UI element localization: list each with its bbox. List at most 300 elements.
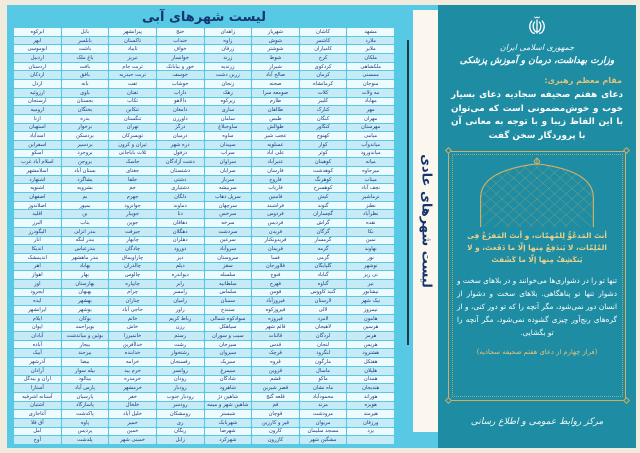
city-cell: ماسال: [300, 367, 347, 375]
city-cell: حاجی آباد: [109, 306, 156, 314]
city-cell: ثلاث باباجانی: [109, 150, 156, 158]
normal-cities-banner: [413, 10, 438, 432]
city-cell: پارسیان: [62, 393, 109, 401]
city-cell: قرچک: [252, 349, 299, 357]
city-cell: سیب و سوران: [205, 332, 252, 340]
prayer-frame: [448, 151, 626, 401]
city-cell: اشنویه: [14, 184, 61, 192]
city-cell: آرادان: [14, 367, 61, 375]
city-cell: الیگودرز: [14, 228, 61, 236]
city-cell: آستانه اشرفیه: [14, 393, 61, 401]
city-cell: ارومیه: [14, 106, 61, 114]
city-cell: نوشهر: [347, 263, 394, 271]
city-cell: کاشمر: [300, 37, 347, 45]
city-cell: فریمان: [252, 245, 299, 253]
city-cell: عسلویه: [252, 141, 299, 149]
city-cell: تکاب: [109, 98, 156, 106]
frame-corner-ornament: [622, 397, 629, 404]
city-cell: فاروج: [252, 176, 299, 184]
city-cell: اسدآباد: [14, 132, 61, 140]
city-cell: سقز: [205, 263, 252, 271]
city-cell: بردسکن: [62, 132, 109, 140]
city-cell: بندر انزلی: [62, 228, 109, 236]
city-cell: لردگان: [300, 332, 347, 340]
city-cell: اردکان: [14, 71, 61, 79]
city-cell: بردسیر: [62, 141, 109, 149]
city-cell: آبادان: [14, 332, 61, 340]
city-cell: رشت: [157, 341, 204, 349]
city-cell: بابلسر: [62, 37, 109, 45]
city-cell: کرج: [300, 54, 347, 62]
city-cell: زرقان: [205, 45, 252, 53]
city-cell: لاهیجان: [300, 323, 347, 331]
city-cell: آبیک: [14, 349, 61, 357]
city-cell: خرامه: [109, 358, 156, 366]
city-cell: خرمشهر: [109, 384, 156, 392]
city-column: [62, 28, 109, 444]
city-cell: اسفراین: [14, 141, 61, 149]
city-cell: اندیکا: [14, 245, 61, 253]
blue-cities-sheet: [7, 5, 438, 448]
city-cell: دیر: [157, 254, 204, 262]
city-cell: گچساران: [300, 210, 347, 218]
city-cell: بیرجند: [62, 349, 109, 357]
city-cell: خلخال: [109, 402, 156, 410]
city-cell: اهر: [14, 263, 61, 271]
city-cell: گنبد کاووس: [300, 289, 347, 297]
city-cell: اشتهارد: [14, 176, 61, 184]
city-cell: همدان: [347, 376, 394, 384]
city-cell: بهاباد: [62, 263, 109, 271]
city-cell: دهاقان: [157, 219, 204, 227]
city-cell: سرخس: [205, 210, 252, 218]
city-cell: مه ولات: [347, 89, 394, 97]
city-table: [14, 28, 394, 444]
city-cell: خلیل آباد: [109, 410, 156, 418]
city-cell: کنگاور: [300, 124, 347, 132]
city-cell: تاکستان: [109, 37, 156, 45]
city-cell: خمین: [109, 428, 156, 436]
city-cell: نهاوند: [347, 245, 394, 253]
city-cell: ابرکوه: [14, 28, 61, 36]
city-cell: خاتم: [109, 315, 156, 323]
city-cell: نیک شهر: [347, 297, 394, 305]
city-cell: خاش: [109, 323, 156, 331]
city-cell: شهرضا: [205, 428, 252, 436]
city-cell: کامیاران: [300, 45, 347, 53]
city-cell: چاراویماق: [109, 254, 156, 262]
city-cell: خمینی شهر: [109, 436, 156, 444]
city-cell: گرمی: [300, 254, 347, 262]
city-cell: دالاهو: [157, 98, 204, 106]
city-cell: نظرآباد: [347, 210, 394, 218]
frame-corner-ornament: [444, 147, 451, 154]
city-cell: مارگون: [300, 358, 347, 366]
city-cell: قروه: [252, 358, 299, 366]
city-cell: آذرشهر: [14, 358, 61, 366]
city-cell: گراش: [300, 219, 347, 227]
city-cell: جغتای: [109, 167, 156, 175]
city-cell: چابهار: [109, 237, 156, 245]
city-cell: مرند: [300, 402, 347, 410]
city-cell: خوشاب: [157, 80, 204, 88]
city-cell: چناران: [109, 297, 156, 305]
city-cell: شوش: [252, 37, 299, 45]
city-cell: فردوس: [252, 210, 299, 218]
city-cell: قیر و کارزین: [252, 419, 299, 427]
city-cell: ایلام: [14, 315, 61, 323]
city-cell: تیران و کرون: [109, 141, 156, 149]
city-cell: خداآفرین: [109, 341, 156, 349]
city-cell: رابر: [157, 280, 204, 288]
city-cell: سوادکوه شمالی: [205, 315, 252, 323]
city-cell: سیاهکل: [205, 323, 252, 331]
city-cell: نکا: [347, 228, 394, 236]
city-cell: کاشان: [300, 28, 347, 36]
city-cell: رستم: [157, 332, 204, 340]
city-cell: طوالش: [252, 124, 299, 132]
city-cell: جوانرود: [109, 202, 156, 210]
city-cell: دره شهر: [157, 141, 204, 149]
city-cell: نرماشیر: [347, 193, 394, 201]
city-cell: چالدران: [109, 263, 156, 271]
city-cell: بشاگرد: [62, 176, 109, 184]
city-cell: پردیس: [62, 428, 109, 436]
city-cell: بندر لنگه: [62, 237, 109, 245]
leader-quote: دعای هفتم صحیفه سجادیه دعای بسیار خوب و خوش‌مضمونی است که می‌توان با این الفاظ زیبا و با توجه به معانی آن با پروردگار سخن گفت: [451, 90, 623, 141]
city-cell: استهبان: [14, 124, 61, 132]
city-cell: ایرانشهر: [14, 306, 61, 314]
city-cell: خواف: [157, 45, 204, 53]
city-cell: قزوین: [252, 367, 299, 375]
city-cell: لنجان: [300, 341, 347, 349]
city-cell: کردکوی: [300, 63, 347, 71]
city-cell: محمودآباد: [300, 393, 347, 401]
city-cell: فنوج: [252, 271, 299, 279]
city-cell: فهرج: [252, 280, 299, 288]
city-cell: راور: [157, 306, 204, 314]
city-cell: ارسنجان: [14, 98, 61, 106]
city-cell: طارم: [252, 98, 299, 106]
city-cell: تویسرکان: [109, 132, 156, 140]
city-cell: البرز: [14, 219, 61, 227]
city-cell: فریدونکنار: [252, 237, 299, 245]
city-cell: خدابنده: [109, 349, 156, 357]
city-cell: بروجرد: [62, 150, 109, 158]
city-cell: فاریاب: [252, 184, 299, 192]
city-cell: طالقان: [252, 106, 299, 114]
city-cell: چالوس: [109, 271, 156, 279]
city-cell: پلدشت: [62, 436, 109, 444]
city-cell: سپیدان: [205, 141, 252, 149]
city-cell: فسا: [252, 254, 299, 262]
city-cell: جم: [109, 184, 156, 192]
city-cell: سرعین: [205, 237, 252, 245]
city-cell: شهریار: [252, 28, 299, 36]
city-cell: قائم شهر: [252, 323, 299, 331]
city-cell: باشت: [62, 45, 109, 53]
city-cell: مشگین شهر: [300, 436, 347, 444]
city-cell: شاهرود: [205, 384, 252, 392]
city-cell: پاوه: [62, 419, 109, 427]
city-cell: دیواندره: [157, 271, 204, 279]
city-cell: شادگان: [205, 376, 252, 384]
city-cell: برخوار: [62, 124, 109, 132]
city-cell: تفتان: [109, 89, 156, 97]
city-cell: لنگرود: [300, 349, 347, 357]
city-cell: آق قلا: [14, 419, 61, 427]
city-cell: خفر: [109, 393, 156, 401]
city-cell: داورزن: [157, 115, 204, 123]
city-cell: رودسر: [157, 402, 204, 410]
prayer-translation-text: تنها تو را در دشواری‌ها می‌خوانند و در بلاهای سخت و دشوار تنها تو پناهگاهی. بلاهای سخت و دشوار از انسان دور نمی‌شود، مگر آنچه را که تو دور کنی، و از گره‌های رنج‌آور چیزی گشوده نمی‌شود، مگر آنچه را تو بگشایی.: [457, 275, 617, 338]
city-cell: بستان آباد: [62, 167, 109, 175]
city-cell: مریوان: [300, 419, 347, 427]
city-cell: رودان: [157, 376, 204, 384]
city-cell: رامیان: [157, 297, 204, 305]
city-cell: کوثر: [300, 150, 347, 158]
city-cell: زهک: [205, 89, 252, 97]
city-cell: فردیس: [252, 219, 299, 227]
city-cell: فراشبند: [252, 202, 299, 210]
city-cell: بوئین و میاندشت: [62, 332, 109, 340]
city-cell: خوانسار: [157, 54, 204, 62]
city-cell: دزفول: [157, 150, 204, 158]
city-cell: گرگان: [300, 228, 347, 236]
city-cell: هندیجان: [347, 384, 394, 392]
city-cell: میامی: [347, 132, 394, 140]
city-cell: رباط کریم: [157, 315, 204, 323]
city-cell: مهاباد: [347, 98, 394, 106]
city-cell: بجستان: [62, 98, 109, 106]
city-cell: دشتستان: [157, 167, 204, 175]
city-cell: ایذه: [14, 297, 61, 305]
city-cell: قم: [252, 402, 299, 410]
city-cell: لالی: [300, 306, 347, 314]
city-cell: بهشهر: [62, 297, 109, 305]
city-cell: نطنز: [347, 202, 394, 210]
city-cell: تربت حیدریه: [109, 71, 156, 79]
city-cell: هلیلان: [347, 367, 394, 375]
city-cell: لارستان: [300, 297, 347, 305]
city-cell: میاندوآب: [347, 141, 394, 149]
city-cell: علی آباد: [252, 150, 299, 158]
city-cell: سیروان: [205, 349, 252, 357]
city-cell: زاهدان: [205, 28, 252, 36]
city-cell: اصلاندوز: [14, 202, 61, 210]
city-cell: پاکدشت: [62, 410, 109, 418]
city-cell: کلیبر: [300, 98, 347, 106]
city-cell: قائنات: [252, 332, 299, 340]
city-cell: چایپاره: [109, 280, 156, 288]
city-cell: بویراحمد: [62, 323, 109, 331]
city-cell: ساوجبلاغ: [205, 124, 252, 132]
city-cell: خوسف: [157, 71, 204, 79]
city-cell: سرباز: [205, 176, 252, 184]
city-cell: چرام: [109, 289, 156, 297]
city-cell: بم: [62, 193, 109, 201]
city-cell: قوچان: [252, 410, 299, 418]
city-cell: قصر شیرین: [252, 384, 299, 392]
city-cell: دشتیاری: [157, 184, 204, 192]
city-cell: بهارستان: [62, 280, 109, 288]
city-cell: آمل: [14, 428, 61, 436]
city-cell: رودبار: [157, 384, 204, 392]
city-cell: بدره: [62, 115, 109, 123]
city-cell: میانه: [347, 158, 394, 166]
city-cell: ساوه: [205, 132, 252, 140]
city-column: [252, 28, 299, 444]
city-cell: قدس: [252, 341, 299, 349]
city-cell: سرچهان: [205, 202, 252, 210]
city-cell: ماکو: [300, 376, 347, 384]
letterhead-ministry: وزارت بهداشت، درمان و آموزش پزشکی: [459, 56, 615, 66]
city-cell: اسلام آباد غرب: [14, 158, 61, 166]
city-cell: سیرجان: [205, 341, 252, 349]
city-cell: کارون: [252, 428, 299, 436]
city-cell: خانمیرزا: [109, 332, 156, 340]
city-cell: شاهین دژ: [205, 393, 252, 401]
city-cell: نمین: [347, 237, 394, 245]
city-cell: کنگان: [300, 115, 347, 123]
city-cell: بینالود: [62, 376, 109, 384]
city-cell: هویزه: [347, 402, 394, 410]
city-cell: هیرمند: [347, 410, 394, 418]
city-cell: گرمه: [300, 245, 347, 253]
city-cell: بهار: [62, 271, 109, 279]
city-cell: دلگان: [157, 193, 204, 201]
city-cell: نیر: [347, 280, 394, 288]
city-cell: پیرانشهر: [109, 28, 156, 36]
city-cell: زاوه: [205, 37, 252, 45]
city-cell: ریگان: [157, 428, 204, 436]
city-cell: اردبیل: [14, 54, 61, 62]
city-cell: تبریز: [109, 54, 156, 62]
city-column: [109, 28, 156, 444]
city-cell: سیریک: [205, 358, 252, 366]
city-cell: سمنان: [205, 297, 252, 305]
city-cell: ساری: [205, 106, 252, 114]
city-column: [347, 28, 394, 444]
city-cell: ایوان: [14, 323, 61, 331]
city-cell: کهنوج: [300, 132, 347, 140]
prayer-sheet: [438, 5, 636, 448]
city-cell: جویبار: [109, 210, 156, 218]
leader-label: مقام معظم رهبری:: [544, 76, 622, 85]
city-cell: هامون: [347, 315, 394, 323]
city-cell: زابل: [157, 436, 204, 444]
city-column: [205, 28, 252, 444]
city-cell: جیرفت: [109, 228, 156, 236]
city-cell: هوراند: [347, 393, 394, 401]
city-cell: نجف آباد: [347, 184, 394, 192]
city-cell: بیضا: [62, 358, 109, 366]
city-cell: دیلم: [157, 263, 204, 271]
city-cell: سرخه: [205, 219, 252, 227]
city-cell: سراب: [205, 150, 252, 158]
mihrab-ornament: [456, 157, 618, 227]
city-cell: ماه نشان: [300, 384, 347, 392]
city-cell: اردل: [14, 80, 61, 88]
prayer-arabic-text: أنتَ المَدعُوُّ لِلمُهِمّات، و أنتَ المَفزَعُ فِی المُلِمّات، لا یَندَفِعُ مِنها إلّا ما دَفَعتَ، و لا یَنکَشِفُ مِنها إلّا ما کَشَفتَ: [467, 230, 607, 264]
city-cell: شوط: [252, 54, 299, 62]
city-cell: ری: [157, 419, 204, 427]
city-cell: گتوند: [300, 202, 347, 210]
city-cell: نیشابور: [347, 289, 394, 297]
city-cell: سلطانیه: [205, 280, 252, 288]
city-cell: روانسر: [157, 367, 204, 375]
city-cell: درمیان: [157, 132, 204, 140]
city-cell: آران و بیدگل: [14, 376, 61, 384]
city-cell: فلاورجان: [252, 263, 299, 271]
city-cell: هرسین: [347, 323, 394, 331]
city-cell: آشتیان: [14, 402, 61, 410]
city-cell: زنجان: [205, 80, 252, 88]
city-cell: خنداب: [157, 37, 204, 45]
city-cell: خرم بید: [109, 367, 156, 375]
city-cell: گناوه: [300, 280, 347, 288]
city-cell: فارسان: [252, 167, 299, 175]
city-cell: تربت جام: [109, 63, 156, 71]
city-cell: زرین دشت: [205, 71, 252, 79]
frame-corner-ornament: [444, 397, 451, 404]
city-cell: نور: [347, 254, 394, 262]
city-cell: سلماس: [205, 289, 252, 297]
city-cell: بانه: [62, 80, 109, 88]
city-cell: تایباد: [109, 45, 156, 53]
city-cell: صالح آباد: [252, 71, 299, 79]
city-cell: شیراز: [252, 63, 299, 71]
city-cell: کیش: [300, 193, 347, 201]
city-cell: لامرد: [300, 315, 347, 323]
blue-list-title: لیست شهرهای آبی: [142, 10, 266, 25]
city-cell: جوین: [109, 219, 156, 227]
city-cell: داراب: [157, 89, 204, 97]
city-cell: پارس آباد: [62, 384, 109, 392]
city-column: [14, 28, 61, 444]
city-cell: باوی: [62, 89, 109, 97]
city-cell: بوکان: [62, 315, 109, 323]
city-cell: تفت: [109, 80, 156, 88]
city-cell: بوشهر: [62, 306, 109, 314]
city-cell: فریدن: [252, 228, 299, 236]
city-cell: رفسنجان: [157, 358, 204, 366]
city-cell: انار: [14, 237, 61, 245]
city-cell: سامان: [205, 115, 252, 123]
city-cell: بابل: [62, 28, 109, 36]
city-cell: ملکشاهی: [347, 63, 394, 71]
city-cell: سردشت: [205, 228, 252, 236]
city-cell: دشتی: [157, 176, 204, 184]
city-cell: ابهر: [14, 37, 61, 45]
city-cell: آغاجاری: [14, 410, 61, 418]
city-cell: نقده: [347, 219, 394, 227]
city-cell: جاسک: [109, 158, 156, 166]
city-cell: خمیر: [109, 419, 156, 427]
city-cell: مسجد سلیمان: [300, 428, 347, 436]
city-cell: شهربابک: [205, 419, 252, 427]
city-table-wrap: [7, 5, 401, 448]
city-cell: نیمروز: [347, 306, 394, 314]
footer-signature: مرکز روابط عمومی و اطلاع رسانی: [470, 416, 604, 427]
city-cell: بندرعباس: [62, 245, 109, 253]
city-cell: پاسارگاد: [62, 402, 109, 410]
city-cell: رامسر: [157, 289, 204, 297]
city-cell: اندیمشک: [14, 254, 61, 262]
city-cell: بافت: [62, 63, 109, 71]
city-cell: کوهدشت: [300, 167, 347, 175]
city-cell: رزن: [157, 323, 204, 331]
